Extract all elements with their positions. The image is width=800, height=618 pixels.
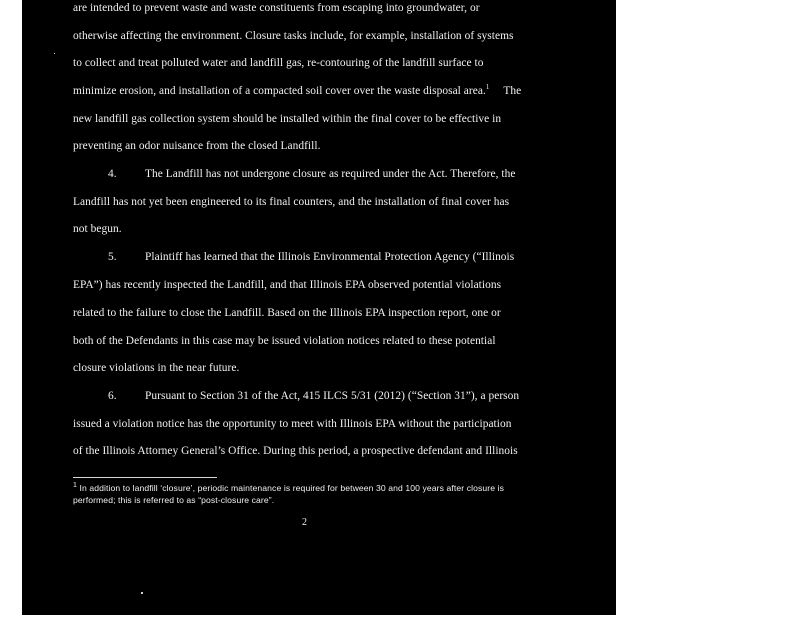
body-line-text: minimize erosion, and installation of a compacted soil cover over the waste disposal area. [73,85,486,97]
body-line: Plaintiff has learned that the Illinois Environmental Protection Agency (“Illinois [145,251,515,263]
body-line: of the Illinois Attorney General’s Office. During this period, a prospective defendant and Illinois [73,445,518,457]
body-line: Landfill has not yet been engineered to its final counters, and the installation of final cover has [73,196,510,208]
body-line-tail: The [503,85,522,97]
footnote-divider [73,477,217,478]
page-number: 2 [302,517,307,528]
footnote-text: In addition to landfill ‘closure’, periodic maintenance is required for between 30 and 100 years after closure is [79,483,505,493]
scan-speck [54,53,55,54]
footnote-reference: 1 [485,83,490,92]
body-line: are intended to prevent waste and waste constituents from escaping into groundwater, or [73,2,480,14]
body-line: both of the Defendants in this case may be issued violation notices related to these potential [73,335,496,347]
body-line: closure violations in the near future. [73,362,240,374]
body-line: to collect and treat polluted water and landfill gas, re-contouring of the landfill surface to [73,57,484,69]
body-line: not begun. [73,223,122,235]
body-line: The Landfill has not undergone closure as required under the Act. Therefore, the [145,168,516,180]
footnote-line: performed; this is referred to as “post-closure care”. [73,495,275,505]
scan-speck [141,592,143,594]
body-line: preventing an odor nuisance from the closed Landfill. [73,140,321,152]
paragraph-number: 6. [108,390,117,402]
paragraph-number: 4. [108,168,117,180]
footnote-marker: 1 [73,482,77,490]
paragraph-number: 5. [108,251,117,263]
body-line: EPA”) has recently inspected the Landfill, and that Illinois EPA observed potential violations [73,279,502,291]
scanned-document-page [22,0,616,615]
footnote-line [73,483,504,493]
body-line: otherwise affecting the environment. Closure tasks include, for example, installation of systems [73,30,514,42]
body-line: issued a violation notice has the opportunity to meet with Illinois EPA without the participation [73,418,512,430]
body-line: Pursuant to Section 31 of the Act, 415 ILCS 5/31 (2012) (“Section 31”), a person [145,390,520,402]
body-line: related to the failure to close the Landfill. Based on the Illinois EPA inspection report, one or [73,307,501,319]
body-line: new landfill gas collection system should be installed within the final cover to be effective in [73,113,502,125]
body-line [73,85,521,97]
